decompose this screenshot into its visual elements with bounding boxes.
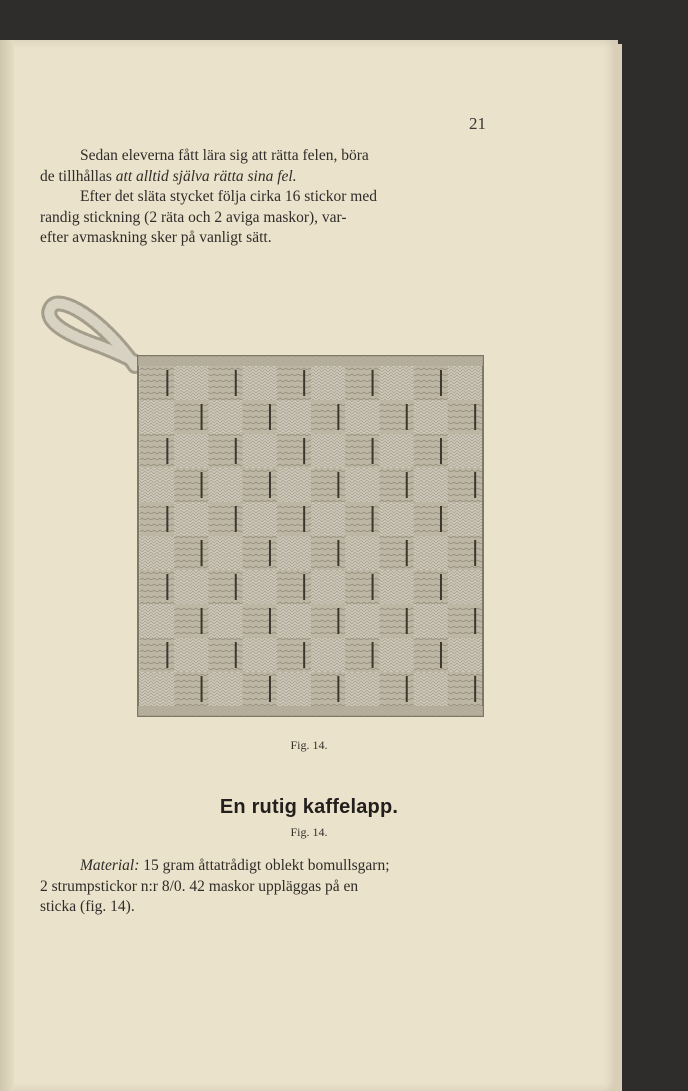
- knit-block: [174, 468, 208, 502]
- knit-block: [345, 366, 379, 400]
- knit-block: [414, 366, 448, 400]
- text-line: Efter det släta stycket följa cirka 16 stickor med: [80, 188, 377, 205]
- text-line: efter avmaskning sker på vanligt sätt.: [40, 229, 272, 246]
- knit-block: [345, 570, 379, 604]
- knit-block: [448, 536, 482, 570]
- figure-title: En rutig kaffelapp.: [219, 796, 399, 818]
- figure-caption: Fig. 14.: [290, 738, 328, 752]
- paragraph-striped-knitting: [40, 187, 500, 249]
- knit-block: [174, 672, 208, 706]
- text-line: randig stickning (2 räta och 2 aviga maskor), var-: [40, 208, 347, 226]
- knit-block: [140, 366, 174, 400]
- knit-block: [311, 672, 345, 706]
- knit-block: [277, 366, 311, 400]
- knit-block: [140, 570, 174, 604]
- emphasis-text: att alltid själva rätta sina fel.: [115, 167, 297, 185]
- figure-caption-secondary: Fig. 14.: [290, 825, 328, 839]
- text-run: de tillhållas: [40, 167, 116, 185]
- knit-block: [243, 604, 277, 638]
- knit-block: [379, 400, 413, 434]
- knit-block: [243, 672, 277, 706]
- knit-block: [414, 434, 448, 468]
- emphasis-text: Material:: [80, 857, 140, 874]
- knit-block: [311, 536, 345, 570]
- knit-block: [277, 502, 311, 536]
- text-line: [40, 856, 500, 877]
- text-run: 15 gram åttatrådigt oblekt bomullsgarn;: [139, 857, 390, 874]
- text-line: sticka (fig. 14).: [40, 898, 135, 915]
- knit-block: [208, 434, 242, 468]
- knit-block: [379, 672, 413, 706]
- knit-block: [174, 536, 208, 570]
- paragraph-material: [40, 856, 500, 918]
- knit-block: [311, 468, 345, 502]
- knit-block: [345, 434, 379, 468]
- knit-block: [243, 400, 277, 434]
- text-line: [40, 167, 500, 188]
- knit-block: [243, 468, 277, 502]
- knit-block: [448, 604, 482, 638]
- knit-block: [208, 502, 242, 536]
- knit-block: [277, 638, 311, 672]
- knit-block: [448, 400, 482, 434]
- knit-block: [379, 604, 413, 638]
- knit-block: [414, 570, 448, 604]
- knit-block: [379, 468, 413, 502]
- knit-block: [174, 400, 208, 434]
- knit-block: [140, 434, 174, 468]
- knit-block: [277, 434, 311, 468]
- knit-block: [140, 638, 174, 672]
- knit-block: [208, 570, 242, 604]
- potholder-illustration: [40, 276, 490, 724]
- page-number: 21: [469, 114, 486, 133]
- knit-block: [277, 570, 311, 604]
- knit-block: [243, 536, 277, 570]
- page-gutter: [0, 40, 14, 1091]
- knit-block: [311, 604, 345, 638]
- knit-block: [208, 638, 242, 672]
- knit-block: [174, 604, 208, 638]
- knit-block: [311, 400, 345, 434]
- knit-block: [208, 366, 242, 400]
- page-edge: [614, 44, 622, 1091]
- knit-block: [448, 672, 482, 706]
- knit-block: [379, 536, 413, 570]
- knit-block: [448, 468, 482, 502]
- knit-block: [345, 638, 379, 672]
- knit-block: [414, 638, 448, 672]
- text-line: Sedan eleverna fått lära sig att rätta felen, böra: [80, 147, 369, 164]
- knit-block: [140, 502, 174, 536]
- knit-block: [345, 502, 379, 536]
- paragraph-correcting-errors: [40, 146, 500, 187]
- text-line: 2 strumpstickor n:r 8/0. 42 maskor uppläggas på en: [40, 877, 359, 895]
- knit-block: [414, 502, 448, 536]
